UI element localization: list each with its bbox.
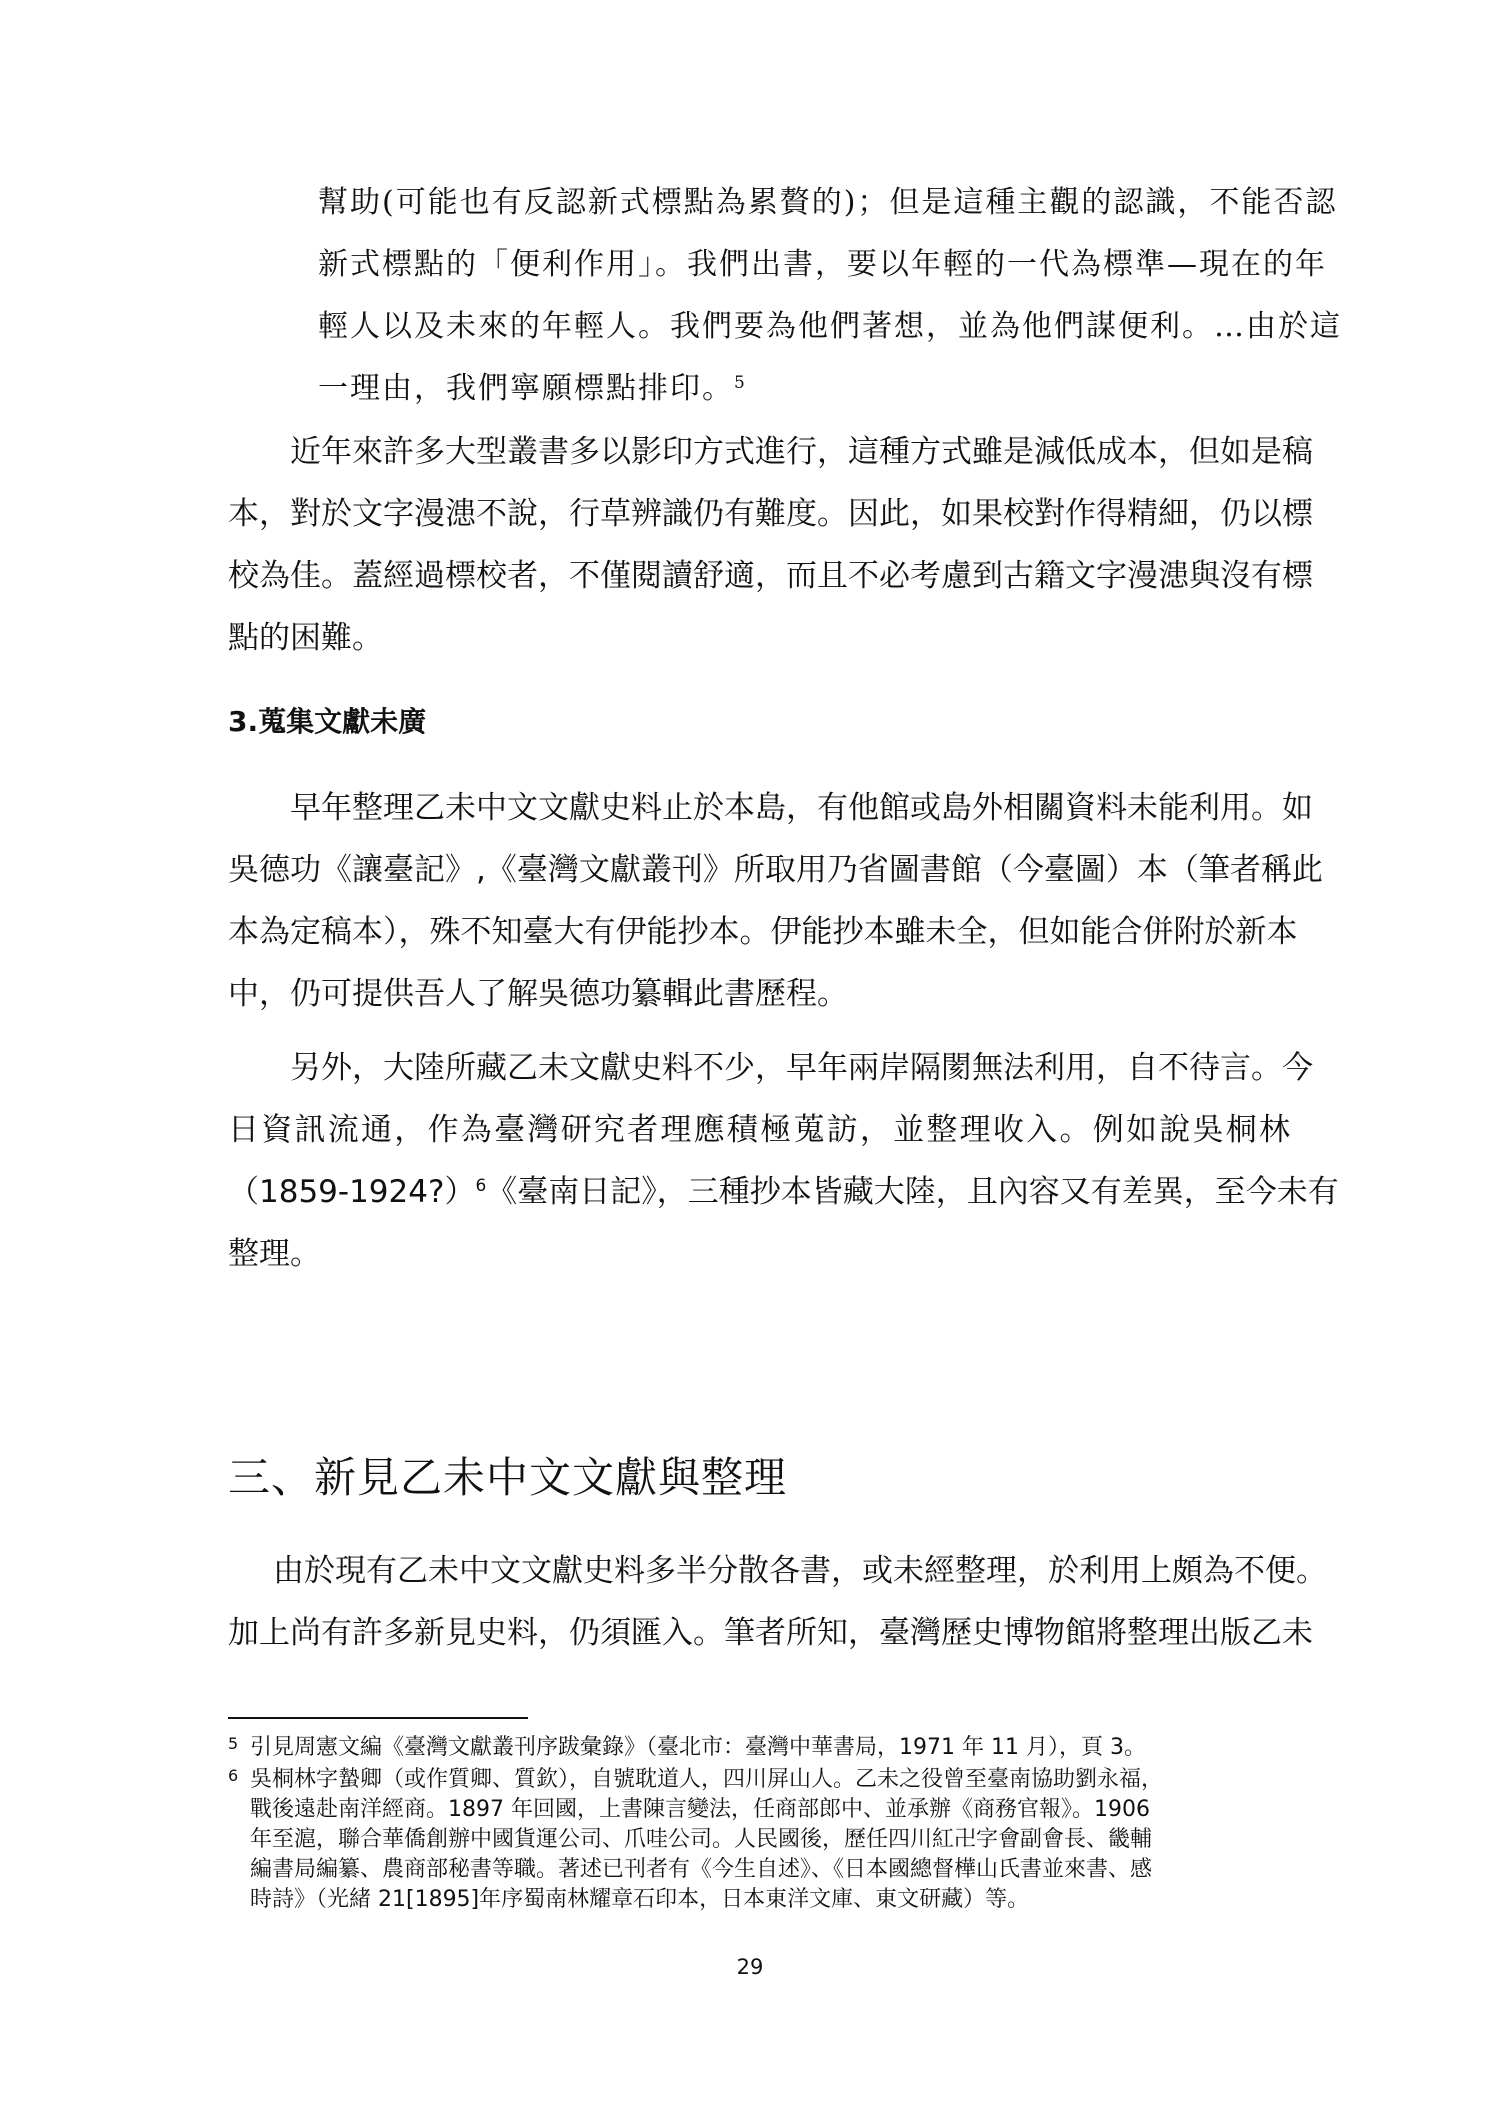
footnote-line: 引見周憲文編《臺灣文獻叢刊序跋彙錄》（臺北市：臺灣中華書局，1971 年 11 月），頁 3。 xyxy=(250,1735,1146,1760)
footnote-separator xyxy=(228,1717,528,1719)
paragraph-4 xyxy=(228,1540,1327,1664)
paragraph-line-text: （1859-1924?） xyxy=(228,1174,476,1210)
paragraph-1 xyxy=(228,421,1313,669)
footnote-line: 年至滬，聯合華僑創辦中國貨運公司、爪哇公司。人民國後，歷任四川紅卍字會副會長、畿輔 xyxy=(250,1827,1153,1852)
footnote-line: 戰後遠赴南洋經商。1897 年回國，上書陳言變法，任商部郎中、並承辦《商務官報》。1906 xyxy=(250,1797,1150,1822)
quote-line-last xyxy=(318,358,1290,420)
footnote-number: 5 xyxy=(228,1734,239,1753)
paragraph-line: 另外，大陸所藏乙未文獻史料不少，早年兩岸隔閡無法利用，自不待言。今 xyxy=(290,1050,1313,1086)
paragraph-line: 吳德功《讓臺記》,《臺灣文獻叢刊》所取用乃省圖書館（今臺圖）本（筆者稱此 xyxy=(228,852,1323,888)
footnotes xyxy=(228,1733,1290,1917)
paragraph-line-with-ref xyxy=(228,1161,1339,1223)
page-number: 29 xyxy=(736,1955,764,1979)
paragraph-line: 本為定稿本），殊不知臺大有伊能抄本。伊能抄本雖未全，但如能合併附於新本 xyxy=(228,914,1298,950)
section-heading: 三、新見乙未中文文獻與整理 xyxy=(228,1453,788,1502)
paragraph-line: 校為佳。蓋經過標校者，不僅閱讀舒適，而且不必考慮到古籍文字漫漶與沒有標 xyxy=(228,558,1313,594)
quote-line: 輕人以及未來的年輕人。我們要為他們著想，並為他們謀便利。…由於這 xyxy=(318,309,1342,344)
footnote-6 xyxy=(228,1765,1290,1915)
subheading: 3.蒐集文獻未廣 xyxy=(228,705,427,738)
footnote-line: 時詩》（光緒 21[1895]年序蜀南林耀章石印本，日本東洋文庫、東文研藏）等。 xyxy=(250,1887,1030,1912)
paragraph-2 xyxy=(228,777,1323,1025)
quote-line: 幫助(可能也有反認新式標點為累贅的)；但是這種主觀的認識，不能否認 xyxy=(318,185,1338,220)
paragraph-line: 早年整理乙未中文文獻史料止於本島，有他館或島外相關資料未能利用。如 xyxy=(290,790,1313,826)
paragraph-line: 整理。 xyxy=(228,1236,321,1272)
footnote-line: 編書局編纂、農商部秘書等職。著述已刊者有《今生自述》、《日本國總督樺山氏書並來書、感 xyxy=(250,1857,1153,1882)
quote-line: 新式標點的「便利作用」。我們出書，要以年輕的一代為標準—現在的年 xyxy=(318,247,1327,282)
paragraph-line: 本，對於文字漫漶不說，行草辨識仍有難度。因此，如果校對作得精細，仍以標 xyxy=(228,496,1313,532)
footnote-ref-6[interactable]: 6 xyxy=(475,1176,487,1196)
paragraph-line-text: 《臺南日記》，三種抄本皆藏大陸，且內容又有差異，至今未有 xyxy=(486,1174,1339,1210)
footnote-number: 6 xyxy=(228,1766,239,1785)
footnote-5 xyxy=(228,1733,1290,1763)
footnote-line: 吳桐林字蟄卿（或作質卿、質欽），自號耽道人，四川屏山人。乙未之役曾至臺南協助劉永福， xyxy=(250,1767,1164,1792)
block-quote xyxy=(318,172,1342,420)
paragraph-line: 加上尚有許多新見史料，仍須匯入。筆者所知，臺灣歷史博物館將整理出版乙未 xyxy=(228,1615,1313,1651)
footnote-ref-5[interactable]: 5 xyxy=(734,373,747,393)
quote-line-text: 一理由，我們寧願標點排印。 xyxy=(318,371,734,406)
paragraph-line: 近年來許多大型叢書多以影印方式進行，這種方式雖是減低成本，但如是稿 xyxy=(290,434,1313,470)
paragraph-3 xyxy=(228,1037,1339,1285)
paragraph-line: 由於現有乙未中文文獻史料多半分散各書，或未經整理，於利用上頗為不便。 xyxy=(273,1553,1327,1589)
paragraph-line: 點的困難。 xyxy=(228,620,383,656)
paragraph-line: 中，仍可提供吾人了解吳德功纂輯此書歷程。 xyxy=(228,976,848,1012)
paragraph-line: 日資訊流通，作為臺灣研究者理應積極蒐訪，並整理收入。例如說吳桐林 xyxy=(228,1112,1290,1148)
